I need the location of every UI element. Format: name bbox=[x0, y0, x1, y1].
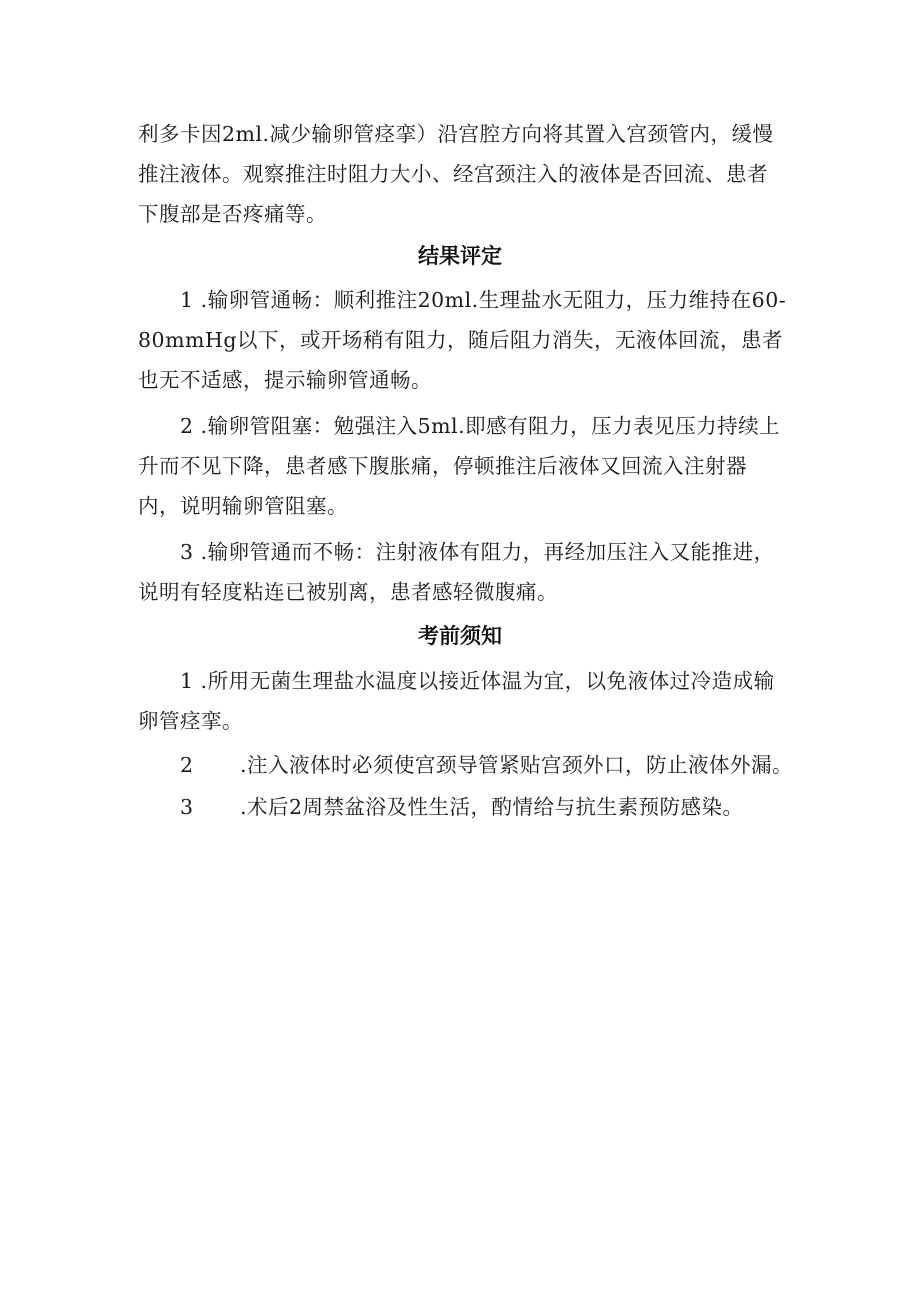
notes-item-2-text: .注入液体时必须使宫颈导管紧贴宫颈外口，防止液体外漏。 bbox=[240, 753, 794, 777]
notes-item-3 bbox=[138, 787, 798, 827]
intro-paragraph: 利多卡因2ml.减少输卵管痉挛）沿宫腔方向将其置入宫颈管内，缓慢推注液体。观察推注时阻力大小、经宫颈注入的液体是否回流、患者下腹部是否疼痛等。 bbox=[138, 122, 774, 226]
notes-item-3-number: 3 bbox=[180, 795, 194, 819]
notes-item-2 bbox=[138, 745, 798, 785]
notes-item-3-text: .术后2周禁盆浴及性生活，酌情给与抗生素预防感染。 bbox=[240, 795, 744, 819]
notes-item-1: 1 .所用无菌生理盐水温度以接近体温为宜，以免液体过冷造成输卵管痉挛。 bbox=[138, 669, 775, 733]
results-item-3: 3 .输卵管通而不畅：注射液体有阻力，再经加压注入又能推进，说明有轻度粘连已被别离，患者感轻微腹痛。 bbox=[138, 540, 775, 604]
results-item-1: 1 .输卵管通畅：顺利推注20ml.生理盐水无阻力，压力维持在60-80mmHg以下，或开场稍有阻力，随后阻力消失，无液体回流，患者也无不适感，提示输卵管通畅。 bbox=[138, 288, 787, 392]
notes-heading: 考前须知 bbox=[418, 624, 502, 648]
results-heading: 结果评定 bbox=[418, 244, 502, 268]
results-item-2: 2 .输卵管阻塞：勉强注入5ml.即感有阻力，压力表见压力持续上升而不见下降，患者感下腹胀痛，停顿推注后液体又回流入注射器内，说明输卵管阻塞。 bbox=[138, 414, 781, 518]
notes-item-2-number: 2 bbox=[180, 753, 194, 777]
